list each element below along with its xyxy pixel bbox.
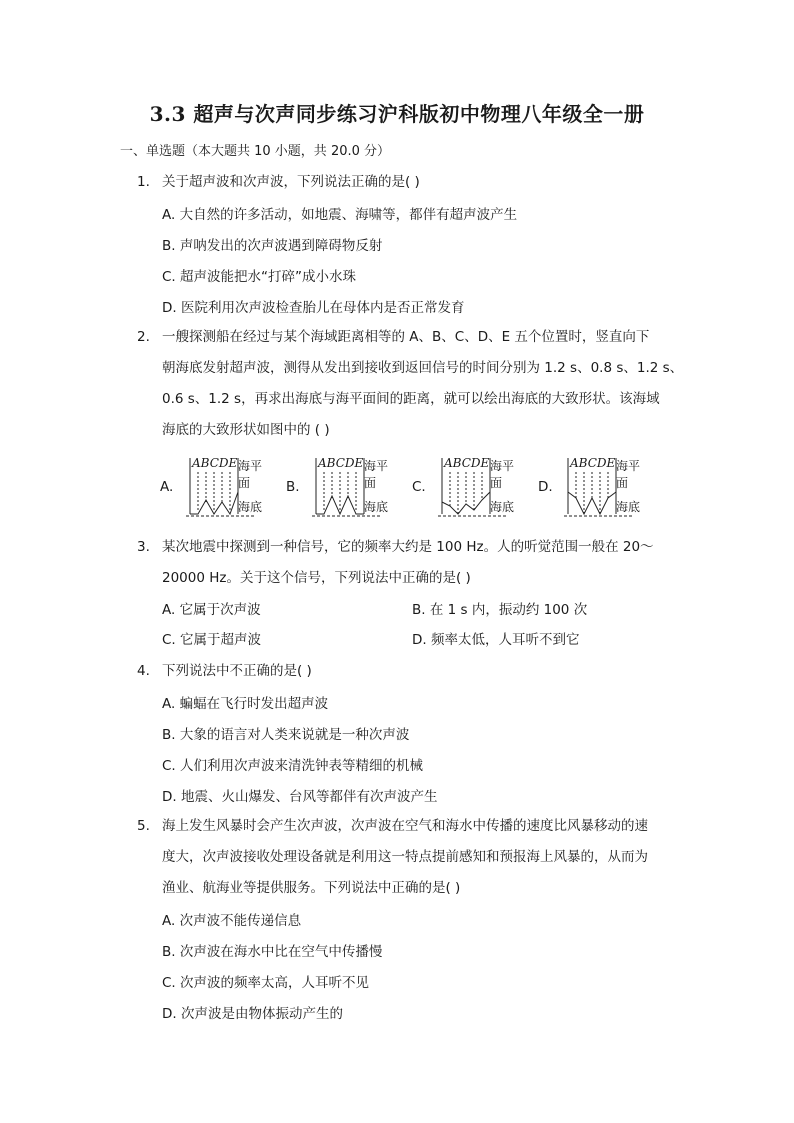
option-c: C. 超声波能把水“打碎”成小水珠 <box>162 269 356 285</box>
seabed-diagrams <box>160 452 680 524</box>
option-c: C. 次声波的频率太高，人耳听不见 <box>162 975 370 991</box>
seabed-label: 海底 <box>490 500 515 514</box>
option-b: B. 在 1 s 内，振动约 100 次 <box>412 602 588 618</box>
option-b: B. 次声波在海水中比在空气中传播慢 <box>162 944 383 960</box>
seabed-label: 海底 <box>364 500 389 514</box>
sea-surface-label: 海平面 <box>238 459 263 490</box>
document-title: 3.3 超声与次声同步练习沪科版初中物理八年级全一册 <box>149 102 645 126</box>
option-d: D. 地震、火山爆发、台风等都伴有次声波产生 <box>162 789 438 805</box>
diagram-letter: C. <box>412 479 426 495</box>
diagram-positions-label: ABCDE <box>570 456 616 470</box>
seabed-shape-a <box>160 452 270 524</box>
seabed-shape-d <box>538 452 648 524</box>
seabed-shape-c <box>412 452 522 524</box>
option-c: C. 人们利用次声波来清洗钟表等精细的机械 <box>162 758 424 774</box>
question-stem-line: 海底的大致形状如图中的 ( ) <box>162 422 330 438</box>
option-d: D. 次声波是由物体振动产生的 <box>162 1006 343 1022</box>
question-number: 2. <box>137 329 150 345</box>
option-d: D. 频率太低，人耳听不到它 <box>412 632 580 648</box>
sea-surface-label: 海平面 <box>616 459 641 490</box>
option-b: B. 大象的语言对人类来说就是一种次声波 <box>162 727 410 743</box>
diagram-letter: D. <box>538 479 553 495</box>
diagram-positions-label: ABCDE <box>192 456 238 470</box>
question-stem-line: 20000 Hz。关于这个信号，下列说法中正确的是( ) <box>162 570 471 586</box>
question-number: 5. <box>137 818 150 834</box>
diagram-option-b <box>286 452 396 524</box>
option-a: A. 蝙蝠在飞行时发出超声波 <box>162 696 329 712</box>
diagram-option-a <box>160 452 270 524</box>
option-a: A. 它属于次声波 <box>162 602 261 618</box>
option-a: A. 次声波不能传递信息 <box>162 913 302 929</box>
option-a: A. 大自然的许多活动，如地震、海啸等，都伴有超声波产生 <box>162 207 518 223</box>
question-stem-line: 某次地震中探测到一种信号，它的频率大约是 100 Hz。人的听觉范围一般在 20～ <box>162 539 654 555</box>
option-c: C. 它属于超声波 <box>162 632 262 648</box>
option-d: D. 医院利用次声波检查胎儿在母体内是否正常发育 <box>162 300 465 316</box>
option-b: B. 声呐发出的次声波遇到障碍物反射 <box>162 238 383 254</box>
question-stem: 下列说法中不正确的是( ) <box>162 663 312 679</box>
question-stem-line: 一艘探测船在经过与某个海域距离相等的 A、B、C、D、E 五个位置时，竖直向下 <box>162 329 650 345</box>
diagram-letter: B. <box>286 479 300 495</box>
seabed-label: 海底 <box>616 500 641 514</box>
question-number: 1. <box>137 174 150 190</box>
question-number: 3. <box>137 539 150 555</box>
diagram-positions-label: ABCDE <box>444 456 490 470</box>
sea-surface-label: 海平面 <box>364 459 389 490</box>
section-heading: 一、单选题（本大题共 10 小题，共 20.0 分） <box>120 144 391 159</box>
diagram-letter: A. <box>160 479 174 495</box>
sea-surface-label: 海平面 <box>490 459 515 490</box>
diagram-positions-label: ABCDE <box>318 456 364 470</box>
seabed-label: 海底 <box>238 500 263 514</box>
diagram-option-d <box>538 452 648 524</box>
question-stem-line: 度大，次声波接收处理设备就是利用这一特点提前感知和预报海上风暴的，从而为 <box>162 849 648 865</box>
question-stem-line: 朝海底发射超声波，测得从发出到接收到返回信号的时间分别为 1.2 s、0.8 s、1.2 s、 <box>162 360 684 376</box>
diagram-option-c <box>412 452 522 524</box>
question-stem-line: 0.6 s、1.2 s，再求出海底与海平面间的距离，就可以绘出海底的大致形状。该海域 <box>162 391 660 407</box>
question-stem-line: 渔业、航海业等提供服务。下列说法中正确的是( ) <box>162 880 461 896</box>
seabed-shape-b <box>286 452 396 524</box>
question-number: 4. <box>137 663 150 679</box>
question-stem: 关于超声波和次声波，下列说法正确的是( ) <box>162 174 420 190</box>
question-stem-line: 海上发生风暴时会产生次声波，次声波在空气和海水中传播的速度比风暴移动的速 <box>162 818 648 834</box>
